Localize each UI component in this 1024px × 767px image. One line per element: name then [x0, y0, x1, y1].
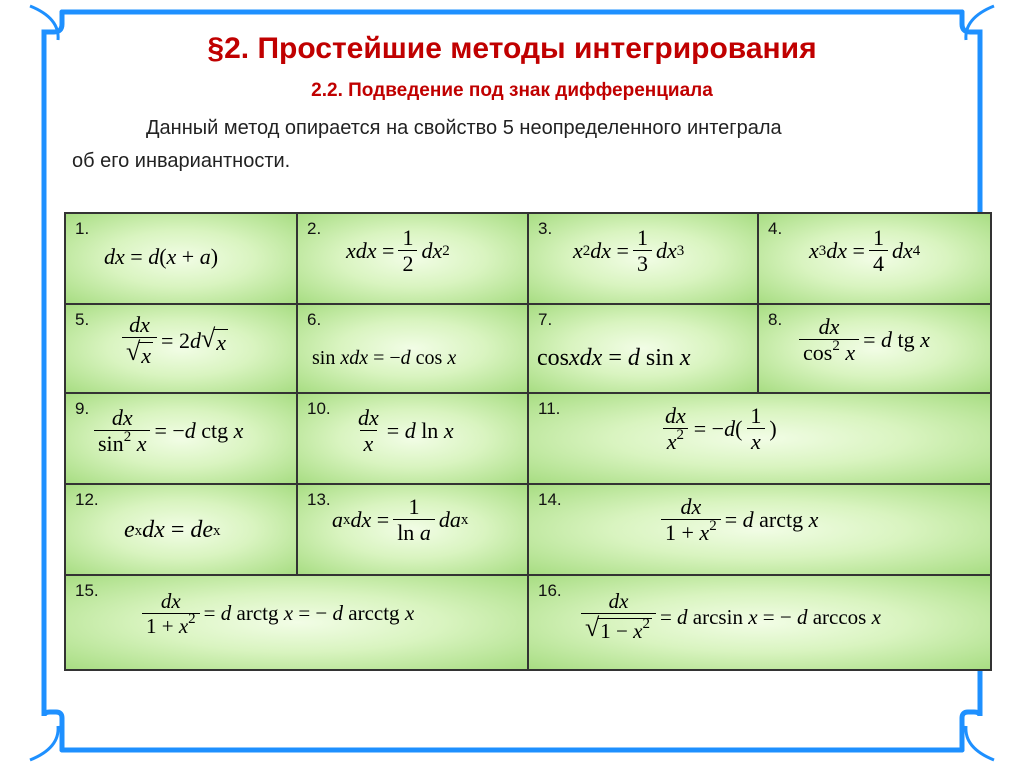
formula-cell-8: [759, 305, 990, 392]
formula-number: 6.: [307, 310, 322, 329]
formula-cell-14: [529, 485, 990, 574]
formula-5: dx √ x = 2 d √ x: [118, 313, 228, 369]
formula-cell-10: [298, 394, 527, 483]
formula-number: 16.: [538, 581, 562, 600]
formula-16: dx √ $1 - x^2$ = d arcsin x = − d arccos x: [577, 590, 881, 644]
formula-cell-16: [529, 576, 990, 669]
formula-cell-11: [529, 394, 990, 483]
intro-line-2: об его инвариантности.: [72, 150, 291, 172]
formula-number: 4.: [768, 219, 783, 238]
formula-10: dx x = d ln x: [358, 405, 454, 457]
formula-3: x 2 dx = 1 3 dx 3: [573, 225, 685, 277]
formula-number: 1.: [75, 219, 90, 238]
formula-cell-4: [759, 214, 990, 303]
formula-number: 11.: [538, 399, 561, 418]
formula-cell-6: [298, 305, 527, 392]
formula-number: 15.: [75, 581, 99, 600]
page-title: §2. Простейшие методы интегрирования: [207, 32, 817, 65]
formula-cell-13: [298, 485, 527, 574]
section-subtitle: 2.2. Подведение под знак дифференциала: [311, 80, 713, 101]
intro-line-1: Данный метод опирается на свойство 5 неопределенного интеграла: [146, 117, 782, 139]
formula-9: dx $\sin^2 x$ = − d ctg x: [90, 406, 243, 455]
formula-14: dx $1 + x^2$ = d arctg x: [657, 495, 818, 544]
formula-cell-2: [298, 214, 527, 303]
formula-number: 12.: [75, 490, 99, 509]
formula-1: dx = d ( x + a ): [104, 244, 219, 269]
formula-table: [64, 212, 992, 671]
formula-number: 5.: [75, 310, 90, 329]
formula-number: 10.: [307, 399, 331, 418]
formula-cell-9: [66, 394, 296, 483]
formula-4: x 3 dx = 1 4 dx 4: [809, 225, 921, 277]
formula-number: 13.: [307, 490, 331, 509]
formula-7: cos xdx = d sin x: [537, 345, 691, 371]
formula-cell-12: [66, 485, 296, 574]
formula-cell-7: [529, 305, 757, 392]
formula-15: dx $1 + x^2$ = d arctg x = − d arcctg x: [138, 590, 414, 637]
formula-number: 3.: [538, 219, 553, 238]
formula-13: a x dx = 1 ln a da x: [332, 494, 469, 546]
formula-number: 2.: [307, 219, 322, 238]
formula-cell-3: [529, 214, 757, 303]
formula-11: dx $x^2$ = − d ( 1 x ): [657, 404, 777, 453]
formula-number: 7.: [538, 310, 553, 329]
formula-6: sin xdx = − d cos x: [312, 347, 457, 369]
formula-cell-1: [66, 214, 296, 303]
formula-number: 8.: [768, 310, 783, 329]
formula-cell-15: [66, 576, 527, 669]
formula-2: xdx = 1 2 dx 2: [346, 225, 450, 277]
formula-number: 9.: [75, 399, 90, 418]
formula-8: dx $\cos^2 x$ = d tg x: [795, 315, 930, 364]
formula-12: e x dx = de x: [124, 517, 221, 543]
formula-cell-5: [66, 305, 296, 392]
formula-number: 14.: [538, 490, 562, 509]
